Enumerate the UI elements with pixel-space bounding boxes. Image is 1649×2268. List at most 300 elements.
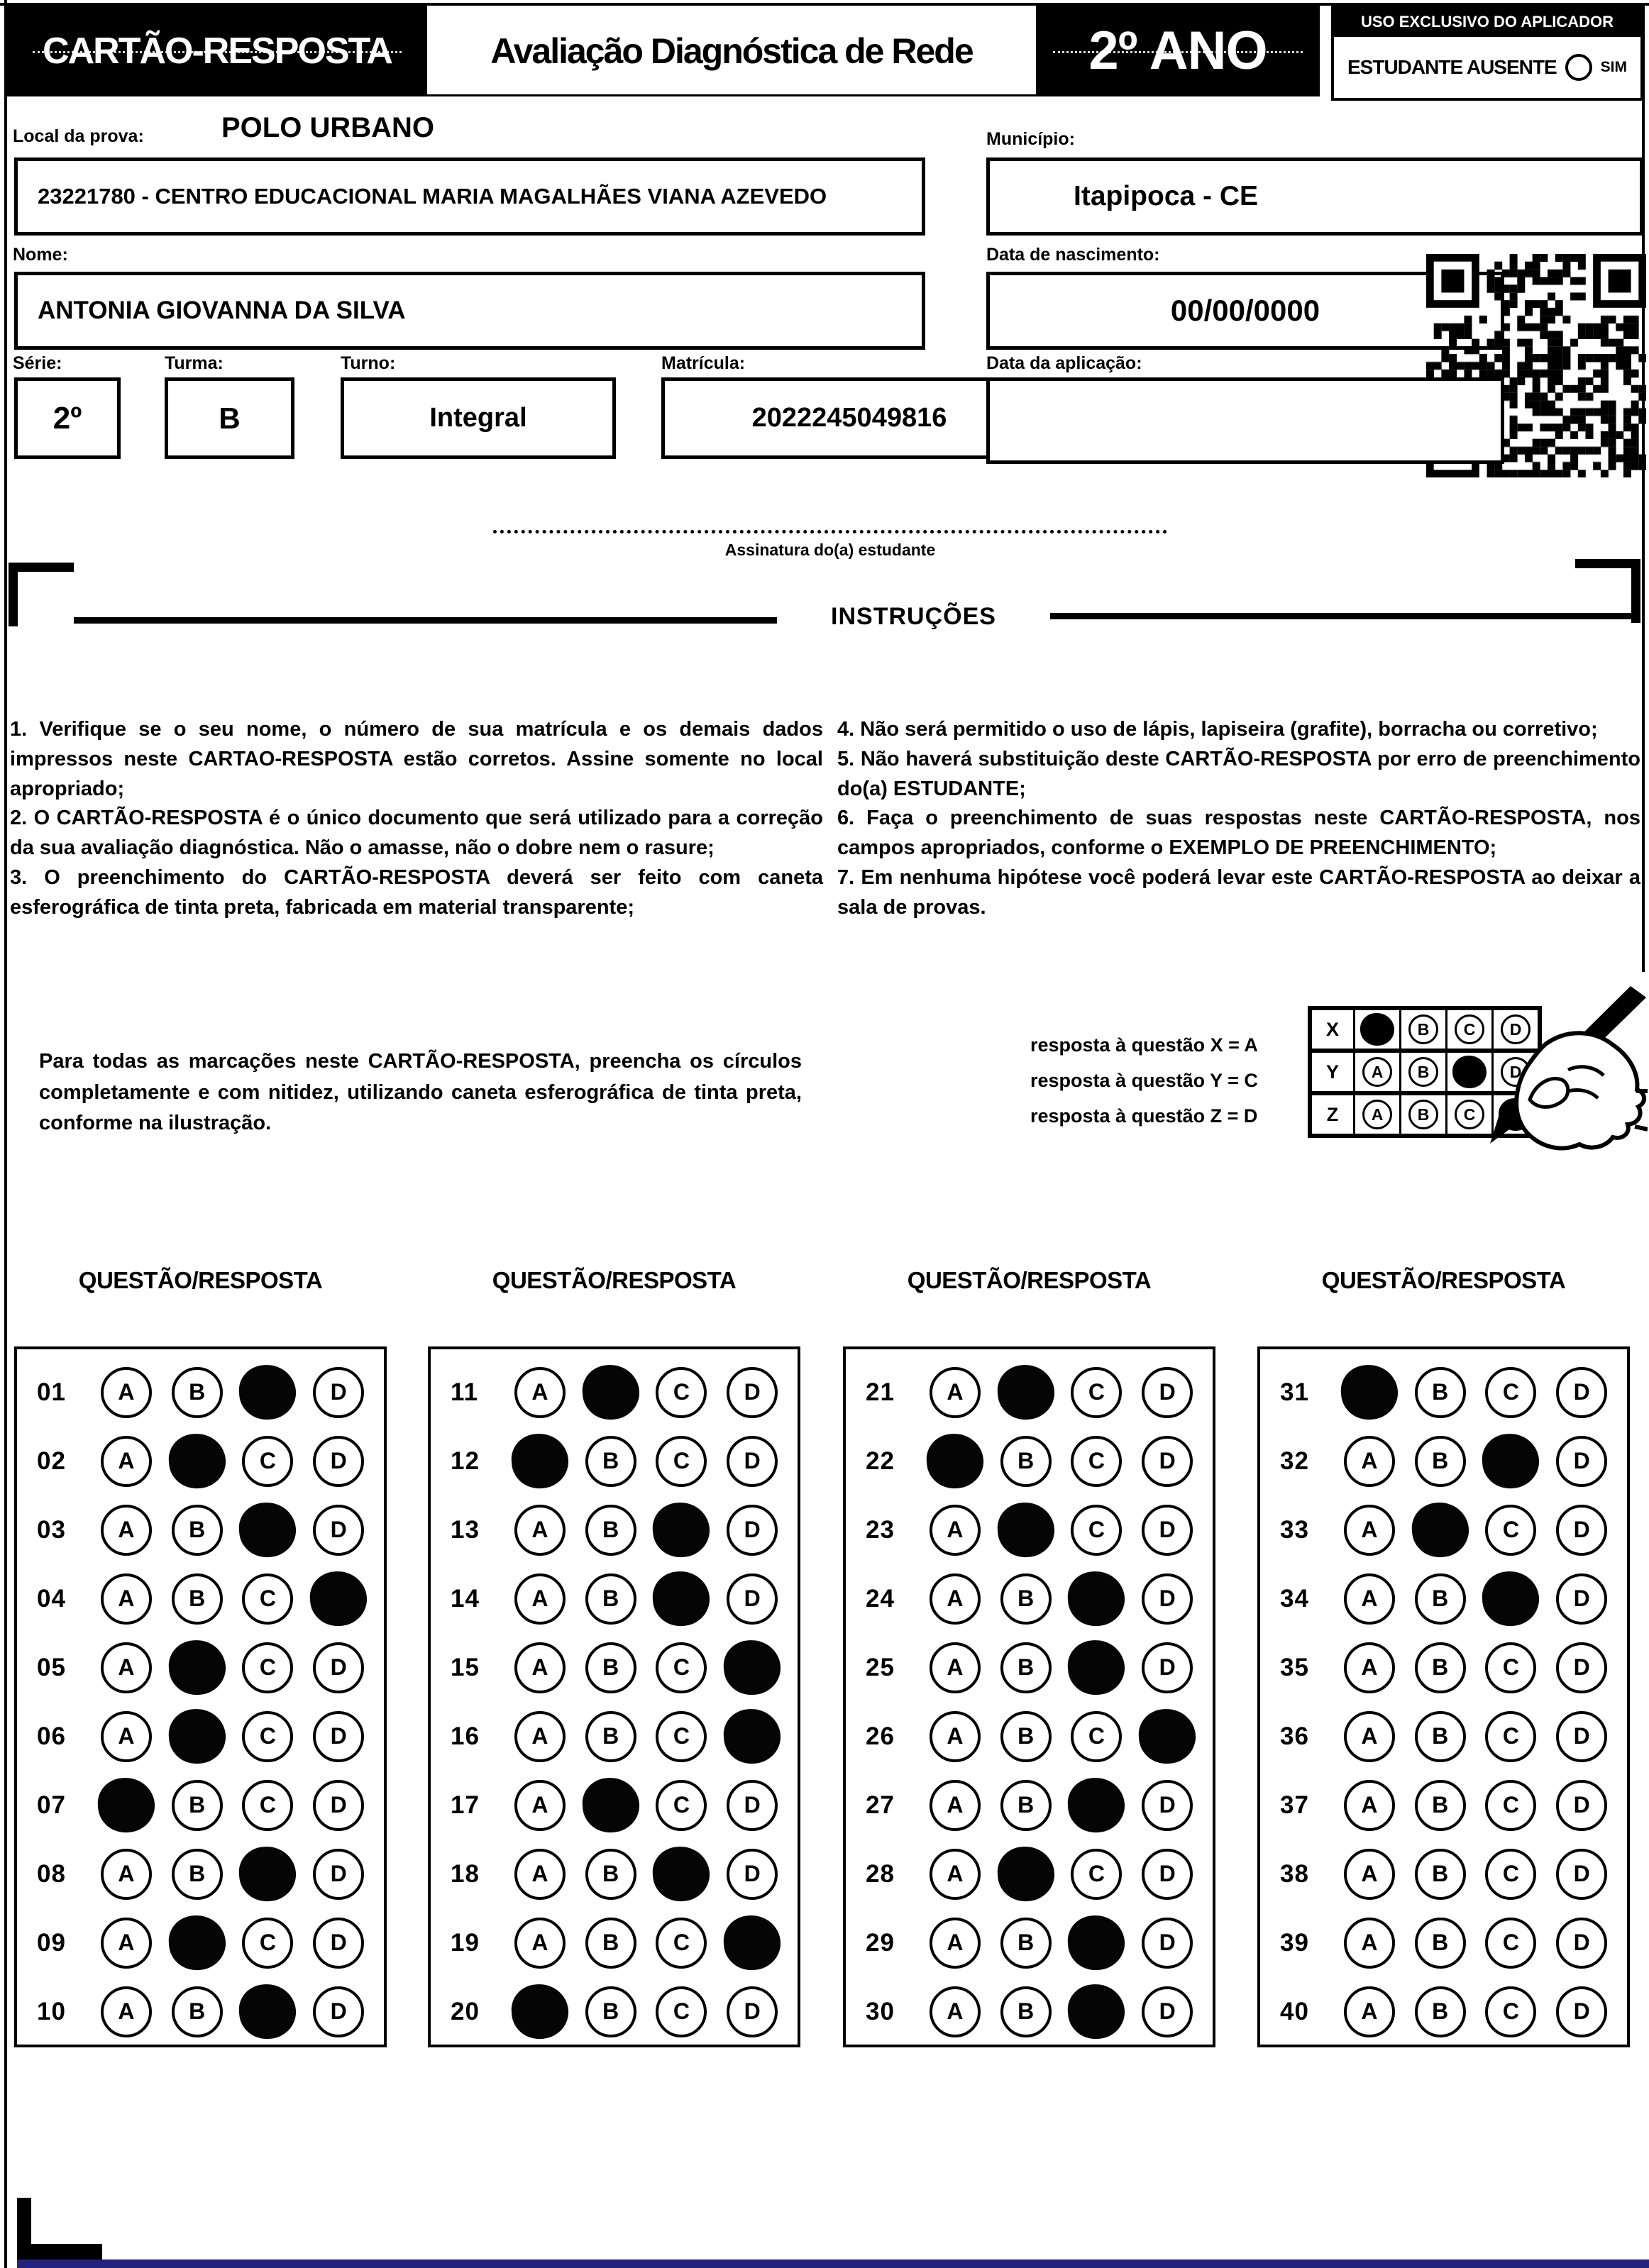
bubble-35-A[interactable]: A	[1344, 1642, 1395, 1693]
bubble-40-C[interactable]: C	[1485, 1986, 1536, 2037]
bubble-26-D[interactable]	[1137, 1707, 1198, 1765]
serie-value: 2º	[53, 400, 82, 436]
bubble-15-C[interactable]: C	[656, 1642, 707, 1693]
bubble-21-A[interactable]: A	[930, 1367, 981, 1418]
bubble-21-D[interactable]: D	[1142, 1367, 1193, 1418]
bubble-01-D[interactable]: D	[313, 1367, 364, 1418]
nome-field	[14, 272, 925, 350]
bubble-36-B[interactable]: B	[1415, 1711, 1466, 1762]
bubble-15-B[interactable]: B	[585, 1642, 636, 1693]
example-cell	[1355, 1008, 1401, 1051]
question-number: 08	[37, 1859, 66, 1888]
question-number: 14	[451, 1584, 480, 1613]
question-number: 33	[1280, 1515, 1309, 1544]
answer-grid-31-40	[1257, 1346, 1630, 2047]
bubble-38-B[interactable]: B	[1415, 1849, 1466, 1900]
question-number: 01	[37, 1378, 66, 1406]
bubble-14-D[interactable]: D	[727, 1573, 778, 1625]
question-number: 17	[451, 1791, 480, 1819]
bubble-22-D[interactable]: D	[1142, 1436, 1193, 1487]
bubble-24-A[interactable]: A	[930, 1573, 981, 1625]
question-number: 36	[1280, 1722, 1309, 1750]
example-bubble-Y-A[interactable]: A	[1362, 1057, 1392, 1087]
bubble-21-C[interactable]: C	[1071, 1367, 1122, 1418]
bubble-31-A[interactable]	[1339, 1363, 1399, 1421]
bubble-04-C[interactable]: C	[242, 1573, 293, 1625]
question-number: 38	[1280, 1859, 1309, 1888]
school-field	[14, 157, 925, 236]
bubble-18-C[interactable]	[651, 1844, 712, 1903]
bubble-26-A[interactable]: A	[930, 1711, 981, 1762]
bubble-36-A[interactable]: A	[1344, 1711, 1395, 1762]
bubble-24-C[interactable]	[1066, 1569, 1127, 1627]
nome-value: ANTONIA GIOVANNA DA SILVA	[38, 297, 406, 324]
bubble-11-A[interactable]: A	[514, 1367, 566, 1418]
example-row-label: X	[1310, 1008, 1355, 1051]
bubble-17-A[interactable]: A	[514, 1780, 566, 1831]
bubble-20-A[interactable]	[509, 1982, 570, 2040]
example-cell	[1401, 1008, 1447, 1051]
question-response-header-2: QUESTÃO/RESPOSTA	[492, 1267, 737, 1293]
local-da-prova-label: Local da prova:	[13, 126, 144, 146]
question-number: 39	[1280, 1928, 1309, 1957]
bubble-25-C[interactable]	[1066, 1638, 1127, 1696]
bubble-04-D[interactable]	[309, 1569, 369, 1627]
bubble-30-D[interactable]: D	[1142, 1986, 1193, 2037]
bubble-01-B[interactable]: B	[172, 1367, 223, 1418]
bubble-29-B[interactable]: B	[1000, 1918, 1052, 1969]
question-row-22	[846, 1427, 1213, 1495]
question-row-02	[17, 1427, 384, 1495]
bubble-08-C[interactable]	[238, 1844, 298, 1903]
data-nascimento-label: Data de nascimento:	[986, 245, 1160, 265]
bubble-39-B[interactable]: B	[1415, 1918, 1466, 1969]
bubble-30-C[interactable]	[1066, 1982, 1127, 2040]
bubble-08-B[interactable]: B	[172, 1849, 223, 1900]
bubble-11-C[interactable]: C	[656, 1367, 707, 1418]
question-row-26	[846, 1702, 1213, 1771]
municipio-value: Itapipoca - CE	[1074, 181, 1259, 211]
bubble-36-D[interactable]: D	[1556, 1711, 1607, 1762]
bubble-32-B[interactable]: B	[1415, 1436, 1466, 1487]
bubble-10-D[interactable]: D	[313, 1986, 364, 2037]
bubble-13-C[interactable]	[651, 1500, 712, 1559]
question-row-30	[846, 1977, 1213, 2046]
bubble-30-A[interactable]: A	[930, 1986, 981, 2037]
bubble-18-D[interactable]: D	[727, 1849, 778, 1900]
bubble-22-B[interactable]: B	[1000, 1436, 1052, 1487]
bubble-38-C[interactable]: C	[1485, 1849, 1536, 1900]
question-number: 19	[451, 1928, 480, 1957]
question-response-header-4: QUESTÃO/RESPOSTA	[1321, 1267, 1566, 1293]
example-bubble-Y-B[interactable]: B	[1408, 1057, 1438, 1087]
question-row-13	[431, 1495, 798, 1564]
question-row-33	[1260, 1495, 1627, 1564]
bubble-33-D[interactable]: D	[1556, 1505, 1607, 1556]
turma-label: Turma:	[165, 353, 224, 373]
bubble-09-A[interactable]: A	[101, 1918, 152, 1969]
bubble-24-D[interactable]: D	[1142, 1573, 1193, 1625]
bubble-28-B[interactable]	[996, 1844, 1056, 1903]
question-number: 24	[866, 1584, 895, 1613]
question-row-14	[431, 1564, 798, 1633]
question-number: 04	[37, 1584, 66, 1613]
bubble-34-D[interactable]: D	[1556, 1573, 1607, 1625]
bubble-32-D[interactable]: D	[1556, 1436, 1607, 1487]
instruction-item-1: 1. Verifique se o seu nome, o número de sua matrícula e os demais dados impressos neste CARTAO-RESPOSTA estão corretos. Assine somente no local apropriado;	[10, 718, 823, 800]
bubble-02-C[interactable]: C	[242, 1436, 293, 1487]
question-number: 06	[37, 1722, 66, 1750]
question-number: 25	[866, 1653, 895, 1681]
question-number: 31	[1280, 1378, 1309, 1406]
question-number: 10	[37, 1997, 66, 2025]
example-cell	[1401, 1093, 1447, 1136]
bubble-38-D[interactable]: D	[1556, 1849, 1607, 1900]
bubble-26-C[interactable]: C	[1071, 1711, 1122, 1762]
bubble-15-A[interactable]: A	[514, 1642, 566, 1693]
bubble-20-D[interactable]: D	[727, 1986, 778, 2037]
data-aplicacao-field[interactable]	[986, 377, 1504, 464]
bubble-27-B[interactable]: B	[1000, 1780, 1052, 1831]
bubble-10-B[interactable]: B	[172, 1986, 223, 2037]
question-row-17	[431, 1771, 798, 1840]
instruction-item-2: 2. O CARTÃO-RESPOSTA é o único documento que será utilizado para a correção da sua avaliação diagnóstica. Não o amasse, não o dobre nem o rasure;	[10, 807, 823, 859]
turno-field	[341, 377, 616, 459]
bubble-07-D[interactable]: D	[313, 1780, 364, 1831]
example-cell	[1401, 1051, 1447, 1093]
bubble-40-A[interactable]: A	[1344, 1986, 1395, 2037]
bubble-03-C[interactable]	[238, 1500, 298, 1559]
question-row-08	[17, 1840, 384, 1908]
bubble-22-A[interactable]	[925, 1432, 985, 1490]
bubble-33-B[interactable]	[1410, 1500, 1470, 1559]
example-bubble-X-C[interactable]: C	[1455, 1014, 1484, 1044]
student-absent-label: ESTUDANTE AUSENTE	[1347, 56, 1557, 78]
bubble-25-A[interactable]: A	[930, 1642, 981, 1693]
bubble-12-C[interactable]: C	[656, 1436, 707, 1487]
question-row-31	[1260, 1358, 1627, 1427]
bubble-37-D[interactable]: D	[1556, 1780, 1607, 1831]
example-bubble-Z-C[interactable]: C	[1455, 1100, 1484, 1129]
example-row-label: Z	[1310, 1093, 1355, 1136]
question-row-07	[17, 1771, 384, 1840]
question-row-39	[1260, 1908, 1627, 1977]
bubble-03-A[interactable]: A	[101, 1505, 152, 1556]
turno-value: Integral	[429, 403, 527, 433]
bubble-18-A[interactable]: A	[514, 1849, 566, 1900]
bubble-28-D[interactable]: D	[1142, 1849, 1193, 1900]
question-row-20	[431, 1977, 798, 2046]
bubble-18-B[interactable]: B	[585, 1849, 636, 1900]
bubble-04-B[interactable]: B	[172, 1573, 223, 1625]
bubble-14-C[interactable]	[651, 1569, 712, 1627]
question-row-05	[17, 1633, 384, 1702]
question-response-header-1: QUESTÃO/RESPOSTA	[78, 1267, 323, 1293]
example-bubble-X-A[interactable]	[1360, 1013, 1394, 1046]
bubble-32-C[interactable]	[1481, 1432, 1541, 1490]
bubble-29-C[interactable]	[1066, 1913, 1127, 1971]
turno-label: Turno:	[341, 353, 396, 373]
bubble-13-B[interactable]: B	[585, 1505, 636, 1556]
bubble-17-D[interactable]: D	[727, 1780, 778, 1831]
bubble-13-D[interactable]: D	[727, 1505, 778, 1556]
question-number: 29	[866, 1928, 895, 1957]
bubble-23-A[interactable]: A	[930, 1505, 981, 1556]
data-nascimento-value: 00/00/0000	[1170, 294, 1320, 327]
bubble-06-A[interactable]: A	[101, 1711, 152, 1762]
example-row-label: Y	[1310, 1051, 1355, 1093]
matricula-value: 2022245049816	[751, 403, 947, 433]
bubble-24-B[interactable]: B	[1000, 1573, 1052, 1625]
instruction-item-1: 4. Não será permitido o uso de lápis, lapiseira (grafite), borracha ou corretivo;	[837, 718, 1598, 741]
question-number: 28	[866, 1859, 895, 1888]
example-legend	[1030, 1027, 1328, 1134]
answer-grid-11-20	[428, 1346, 800, 2047]
bubble-31-C[interactable]: C	[1485, 1367, 1536, 1418]
question-number: 03	[37, 1515, 66, 1544]
bubble-17-C[interactable]: C	[656, 1780, 707, 1831]
bubble-09-B[interactable]	[167, 1913, 227, 1971]
question-row-10	[17, 1977, 384, 2046]
question-number: 12	[451, 1446, 480, 1475]
bubble-29-A[interactable]: A	[930, 1918, 981, 1969]
bubble-34-C[interactable]	[1481, 1569, 1541, 1627]
instruction-item-3: 3. O preenchimento do CARTÃO-RESPOSTA deverá ser feito com caneta esferográfica de tinta preta, fabricada em material transparente;	[10, 865, 823, 919]
bubble-23-C[interactable]: C	[1071, 1505, 1122, 1556]
bubble-36-C[interactable]: C	[1485, 1711, 1536, 1762]
signature-label: Assinatura do(a) estudante	[724, 541, 936, 559]
question-number: 20	[451, 1997, 480, 2025]
bubble-22-C[interactable]: C	[1071, 1436, 1122, 1487]
question-row-12	[431, 1427, 798, 1495]
bubble-08-A[interactable]: A	[101, 1849, 152, 1900]
instruction-item-4: 7. Em nenhuma hipótese você poderá levar este CARTÃO-RESPOSTA ao deixar a sala de provas.	[837, 865, 1640, 919]
corner-mark-top-left	[9, 563, 18, 626]
bubble-01-C[interactable]	[238, 1363, 298, 1421]
bubble-33-C[interactable]: C	[1485, 1505, 1536, 1556]
bubble-12-B[interactable]: B	[585, 1436, 636, 1487]
bubble-06-C[interactable]: C	[242, 1711, 293, 1762]
bubble-14-B[interactable]: B	[585, 1573, 636, 1625]
local-da-prova-value: POLO URBANO	[221, 112, 434, 143]
turma-value: B	[219, 401, 241, 435]
bubble-14-A[interactable]: A	[514, 1573, 566, 1625]
bubble-05-C[interactable]: C	[242, 1642, 293, 1693]
question-number: 26	[866, 1722, 895, 1750]
bubble-35-B[interactable]: B	[1415, 1642, 1466, 1693]
bubble-06-D[interactable]: D	[313, 1711, 364, 1762]
bubble-16-D[interactable]	[722, 1707, 783, 1765]
bubble-28-C[interactable]: C	[1071, 1849, 1122, 1900]
bubble-17-B[interactable]	[580, 1776, 641, 1834]
question-number: 13	[451, 1515, 480, 1544]
matricula-field	[661, 377, 1037, 459]
bubble-23-D[interactable]: D	[1142, 1505, 1193, 1556]
bubble-11-B[interactable]	[580, 1363, 641, 1421]
bubble-13-A[interactable]: A	[514, 1505, 566, 1556]
bubble-20-B[interactable]: B	[585, 1986, 636, 2037]
bubble-39-D[interactable]: D	[1556, 1918, 1607, 1969]
instruction-item-2: 5. Não haverá substituição deste CARTÃO-RESPOSTA por erro de preenchimento do(a) ESTUDANTE;	[837, 747, 1640, 800]
question-row-24	[846, 1564, 1213, 1633]
question-row-21	[846, 1358, 1213, 1427]
example-legend-line-3: resposta à questão Z = D	[1030, 1105, 1258, 1127]
question-number: 37	[1280, 1791, 1309, 1819]
bubble-29-D[interactable]: D	[1142, 1918, 1193, 1969]
bubble-02-A[interactable]: A	[101, 1436, 152, 1487]
bubble-37-C[interactable]: C	[1485, 1780, 1536, 1831]
question-row-36	[1260, 1702, 1627, 1771]
instruction-item-3: 6. Faça o preenchimento de suas respostas neste CARTÃO-RESPOSTA, nos campos apropriados, conforme o EXEMPLO DE PREENCHIMENTO;	[837, 807, 1640, 859]
question-number: 18	[451, 1859, 480, 1888]
question-row-29	[846, 1908, 1213, 1977]
question-number: 15	[451, 1653, 480, 1681]
bubble-12-D[interactable]: D	[727, 1436, 778, 1487]
example-paragraph: Para todas as marcações neste CARTÃO-RESPOSTA, preencha os círculos completamente e com nitidez, utilizando caneta esferográfica de tinta preta, conforme na ilustração.	[39, 1050, 802, 1134]
bubble-40-B[interactable]: B	[1415, 1986, 1466, 2037]
question-row-09	[17, 1908, 384, 1977]
bubble-30-B[interactable]: B	[1000, 1986, 1052, 2037]
instructions-right-column	[837, 715, 1640, 922]
question-row-19	[431, 1908, 798, 1977]
bubble-27-A[interactable]: A	[930, 1780, 981, 1831]
question-number: 21	[866, 1378, 895, 1406]
bubble-04-A[interactable]: A	[101, 1573, 152, 1625]
bubble-40-D[interactable]: D	[1556, 1986, 1607, 2037]
bubble-19-D[interactable]	[722, 1913, 783, 1971]
question-number: 02	[37, 1446, 66, 1475]
page-right-border	[1642, 3, 1645, 972]
instructions-left-column	[10, 715, 823, 922]
bubble-07-A[interactable]	[96, 1776, 156, 1834]
question-number: 27	[866, 1791, 895, 1819]
bubble-37-B[interactable]: B	[1415, 1780, 1466, 1831]
question-row-37	[1260, 1771, 1627, 1840]
bubble-25-D[interactable]: D	[1142, 1642, 1193, 1693]
example-bubble-Y-D[interactable]: D	[1501, 1057, 1531, 1087]
example-legend-line-1: resposta à questão X = A	[1030, 1034, 1258, 1056]
bubble-21-B[interactable]	[996, 1363, 1056, 1421]
bubble-06-B[interactable]	[167, 1707, 227, 1765]
question-response-header-3: QUESTÃO/RESPOSTA	[907, 1267, 1152, 1293]
bubble-07-C[interactable]: C	[242, 1780, 293, 1831]
bubble-07-B[interactable]: B	[172, 1780, 223, 1831]
bubble-20-C[interactable]: C	[656, 1986, 707, 2037]
bubble-02-B[interactable]	[167, 1432, 227, 1490]
bubble-12-A[interactable]	[509, 1432, 570, 1490]
page-bottom-border	[17, 2259, 1649, 2268]
example-bubble-X-B[interactable]: B	[1408, 1014, 1438, 1044]
bubble-16-B[interactable]: B	[585, 1711, 636, 1762]
page-left-border	[4, 0, 7, 2268]
bubble-37-A[interactable]: A	[1344, 1780, 1395, 1831]
bubble-27-D[interactable]: D	[1142, 1780, 1193, 1831]
bubble-23-B[interactable]	[996, 1500, 1056, 1559]
exam-title: Avaliação Diagnóstica de Rede	[490, 31, 973, 71]
bubble-03-B[interactable]: B	[172, 1505, 223, 1556]
bubble-39-C[interactable]: C	[1485, 1918, 1536, 1969]
bubble-01-A[interactable]: A	[101, 1367, 152, 1418]
question-number: 16	[451, 1722, 480, 1750]
question-row-04	[17, 1564, 384, 1633]
bubble-08-D[interactable]: D	[313, 1849, 364, 1900]
question-row-25	[846, 1633, 1213, 1702]
bubble-19-B[interactable]: B	[585, 1918, 636, 1969]
question-row-01	[17, 1358, 384, 1427]
bubble-39-A[interactable]: A	[1344, 1918, 1395, 1969]
example-bubble-X-D[interactable]: D	[1501, 1014, 1531, 1044]
bubble-03-D[interactable]: D	[313, 1505, 364, 1556]
bubble-11-D[interactable]: D	[727, 1367, 778, 1418]
bubble-38-A[interactable]: A	[1344, 1849, 1395, 1900]
bubble-26-B[interactable]: B	[1000, 1711, 1052, 1762]
bubble-35-D[interactable]: D	[1556, 1642, 1607, 1693]
bubble-05-B[interactable]	[167, 1638, 227, 1696]
card-title: CARTÃO-RESPOSTA	[7, 6, 427, 96]
bubble-34-A[interactable]: A	[1344, 1573, 1395, 1625]
bubble-16-A[interactable]: A	[514, 1711, 566, 1762]
bubble-31-B[interactable]: B	[1415, 1367, 1466, 1418]
signature-dotted-line[interactable]	[493, 530, 1167, 533]
instructions-title: INSTRUÇÕES	[831, 603, 996, 630]
bubble-33-A[interactable]: A	[1344, 1505, 1395, 1556]
bubble-05-A[interactable]: A	[101, 1642, 152, 1693]
question-number: 23	[866, 1515, 895, 1544]
bubble-16-C[interactable]: C	[656, 1711, 707, 1762]
question-number: 09	[37, 1928, 66, 1957]
grade-badge: 2º ANO	[1036, 6, 1320, 96]
question-row-23	[846, 1495, 1213, 1564]
example-bubble-Z-B[interactable]: B	[1408, 1100, 1438, 1129]
bubble-19-A[interactable]: A	[514, 1918, 566, 1969]
question-row-28	[846, 1840, 1213, 1908]
bubble-10-C[interactable]	[238, 1982, 298, 2040]
instructions-rule-right	[1050, 613, 1639, 619]
school-value: 23221780 - CENTRO EDUCACIONAL MARIA MAGALHÃES VIANA AZEVEDO	[38, 184, 827, 209]
question-number: 34	[1280, 1584, 1309, 1613]
municipio-label: Município:	[986, 129, 1075, 149]
question-row-18	[431, 1840, 798, 1908]
bubble-09-D[interactable]: D	[313, 1918, 364, 1969]
bubble-05-D[interactable]: D	[313, 1642, 364, 1693]
bubble-19-C[interactable]: C	[656, 1918, 707, 1969]
applicator-panel	[1331, 4, 1643, 101]
applicator-panel-title: USO EXCLUSIVO DO APLICADOR	[1334, 7, 1640, 37]
bubble-28-A[interactable]: A	[930, 1849, 981, 1900]
bubble-25-B[interactable]: B	[1000, 1642, 1052, 1693]
question-number: 32	[1280, 1446, 1309, 1475]
bubble-02-D[interactable]: D	[313, 1436, 364, 1487]
bubble-10-A[interactable]: A	[101, 1986, 152, 2037]
bubble-27-C[interactable]	[1066, 1776, 1127, 1834]
bubble-15-D[interactable]	[722, 1638, 783, 1696]
bubble-09-C[interactable]: C	[242, 1918, 293, 1969]
example-cell	[1355, 1093, 1401, 1136]
bubble-31-D[interactable]: D	[1556, 1367, 1607, 1418]
bubble-34-B[interactable]: B	[1415, 1573, 1466, 1625]
student-absent-option-label: SIM	[1600, 59, 1627, 75]
turma-field	[165, 377, 294, 459]
bubble-35-C[interactable]: C	[1485, 1642, 1536, 1693]
bubble-32-A[interactable]: A	[1344, 1436, 1395, 1487]
example-bubble-Z-A[interactable]: A	[1362, 1100, 1392, 1129]
question-row-03	[17, 1495, 384, 1564]
student-absent-bubble[interactable]	[1565, 54, 1592, 81]
serie-field	[14, 377, 121, 459]
question-row-16	[431, 1702, 798, 1771]
question-row-34	[1260, 1564, 1627, 1633]
question-row-15	[431, 1633, 798, 1702]
